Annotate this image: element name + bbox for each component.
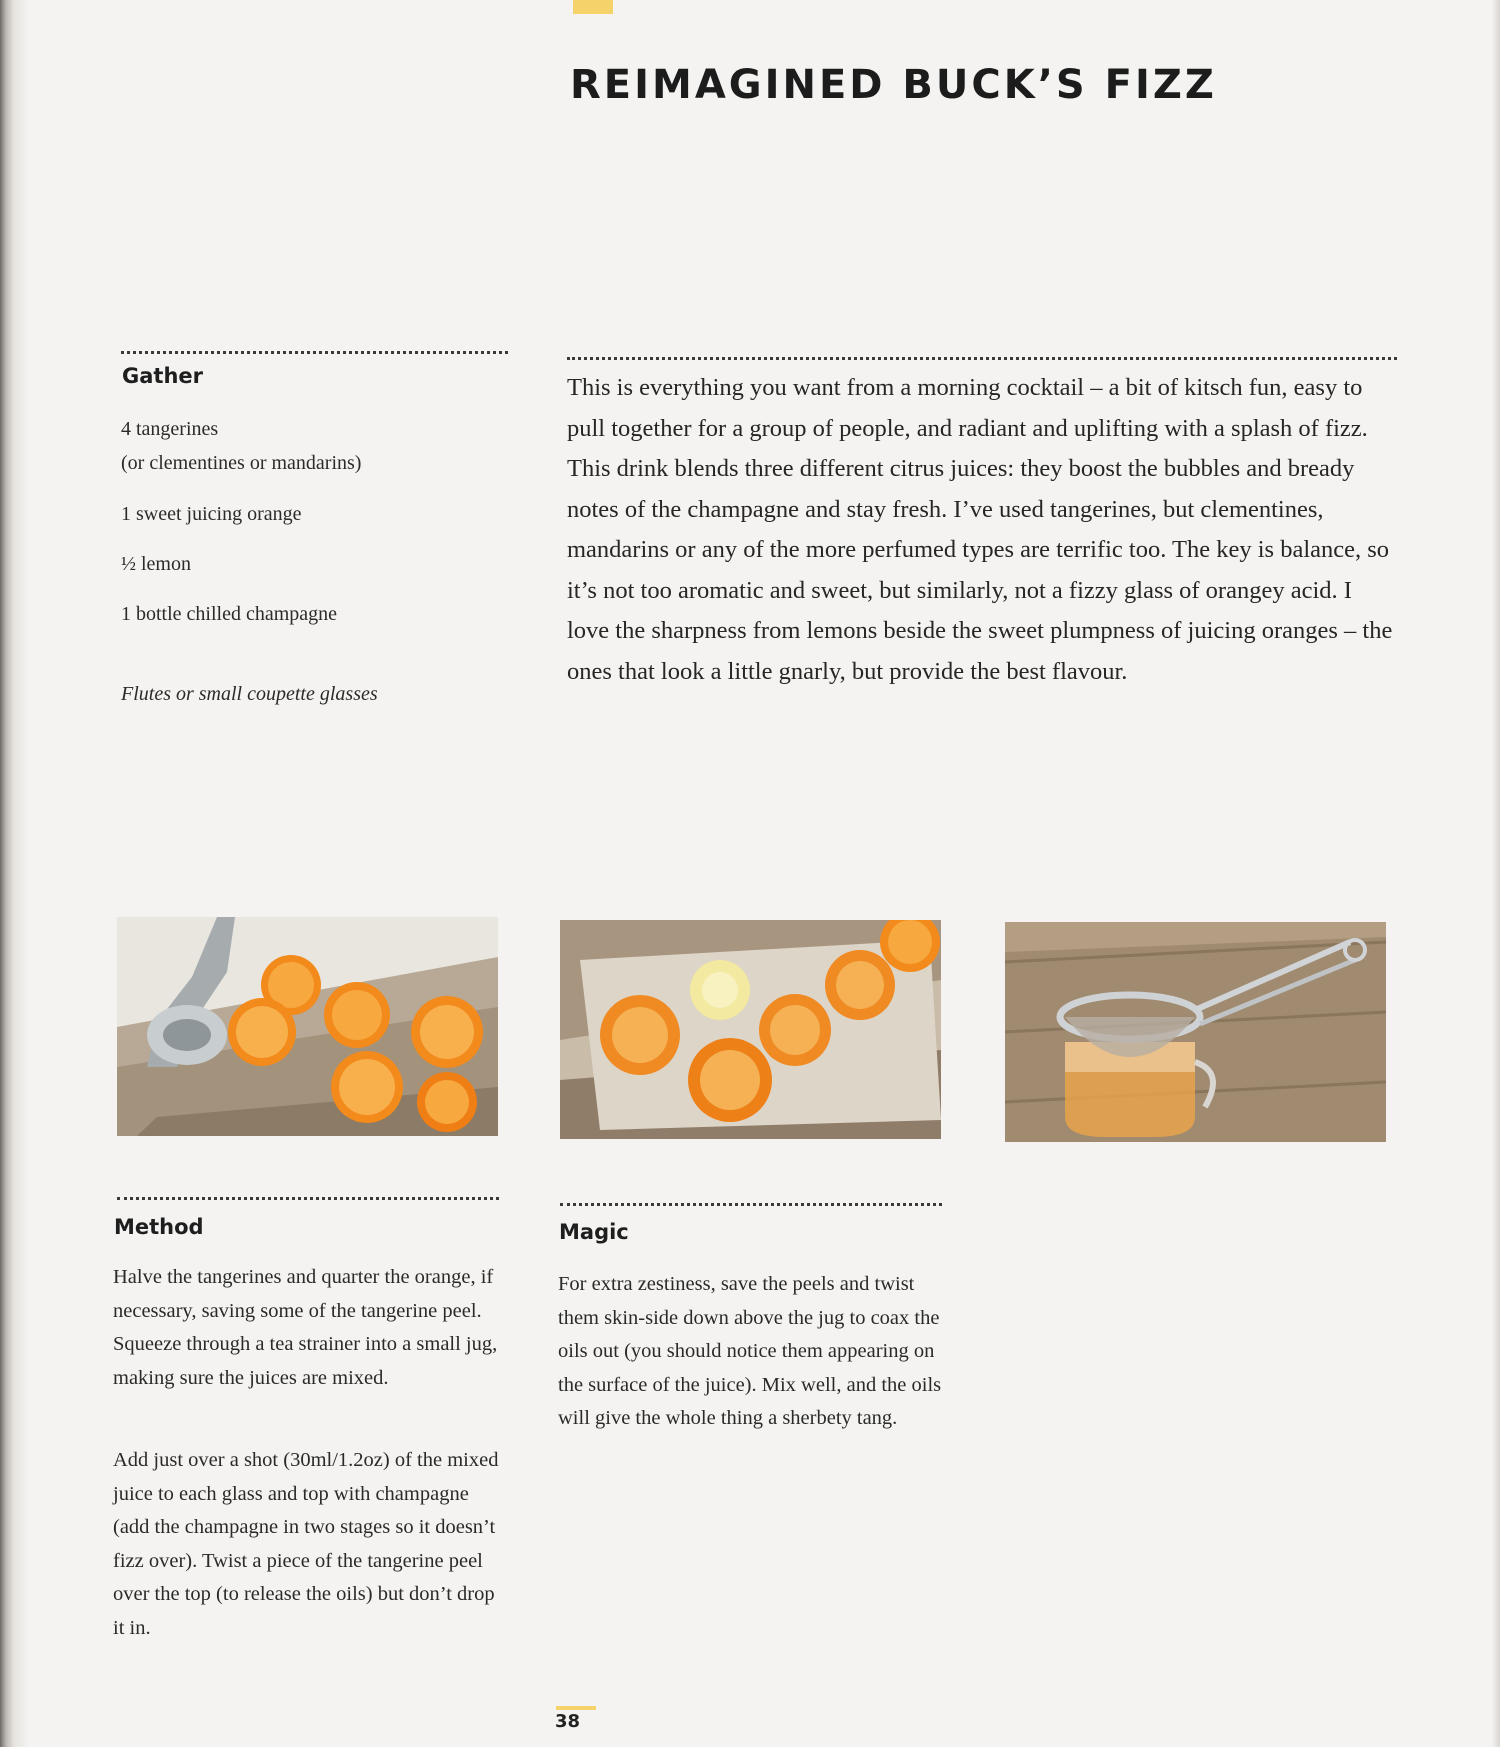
method-step-1: Halve the tangerines and quarter the orange, if necessary, saving some of the tangerine peel. Squeeze through a tea strainer into a small jug, making sure the juices are mixed. [113,1266,498,1389]
ingredient-list [121,412,501,728]
ingredient-item [121,548,501,580]
ingredient-item [121,412,501,480]
method-step-2: Add just over a shot (30ml/1.2oz) of the mixed juice to each glass and top with champagne (add the champagne in two stages so it doesn’t fizz over). Twist a piece of the tangerine peel over the top (to release the oils) but don’t drop it in. [113,1449,499,1639]
page-number: 38 [555,1711,581,1732]
photo-squeezed-halves [560,920,941,1139]
recipe-intro: This is everything you want from a morning cocktail – a bit of kitsch fun, easy to pull together for a group of people, and radiant and uplifting with a splash of fizz. This drink blends three different citrus juices: they boost the bubbles and bready notes of the champagne and stay fresh. I’ve used tangerines, but clementines, mandarins or any of the more perfumed types are terrific too. The key is balance, so it’s not too aromatic and sweet, but similarly, not a fizzy glass of orangey acid. I love the sharpness from lemons beside the sweet plumpness of juicing oranges – the ones that look a little gnarly, but provide the best flavour. [567,374,1393,685]
magic-heading: Magic [559,1220,629,1244]
page-right-edge [1492,0,1500,1747]
ingredient-note: (or clementines or mandarins) [121,452,362,474]
intro-divider [567,357,1397,360]
ingredient-item [121,598,501,630]
photo-halved-tangerines [117,917,498,1136]
ingredient-text: 4 tangerines [121,418,219,440]
photo-strainer-jug [1005,922,1386,1142]
ingredient-text: 1 bottle chilled champagne [121,603,338,625]
method-heading: Method [114,1215,204,1239]
method-divider [117,1197,499,1200]
gather-divider [121,351,508,354]
magic-tip: For extra zestiness, save the peels and twist them skin-side down above the jug to coax the oils out (you should notice them appearing on the surface of the juice). Mix well, and the oils will give the whole thing a sherbety tang. [558,1273,942,1429]
recipe-title: REIMAGINED BUCK’S FIZZ [570,62,1217,108]
ingredient-text: 1 sweet juicing orange [121,503,302,525]
ingredient-text: ½ lemon [121,553,191,575]
page-number-tab [556,1706,596,1710]
gather-heading: Gather [122,364,203,388]
glassware-note: Flutes or small coupette glasses [121,683,378,705]
magic-divider [560,1203,942,1206]
ingredient-item [121,498,501,530]
book-spine-edge [0,0,28,1747]
top-color-tab [573,0,613,14]
